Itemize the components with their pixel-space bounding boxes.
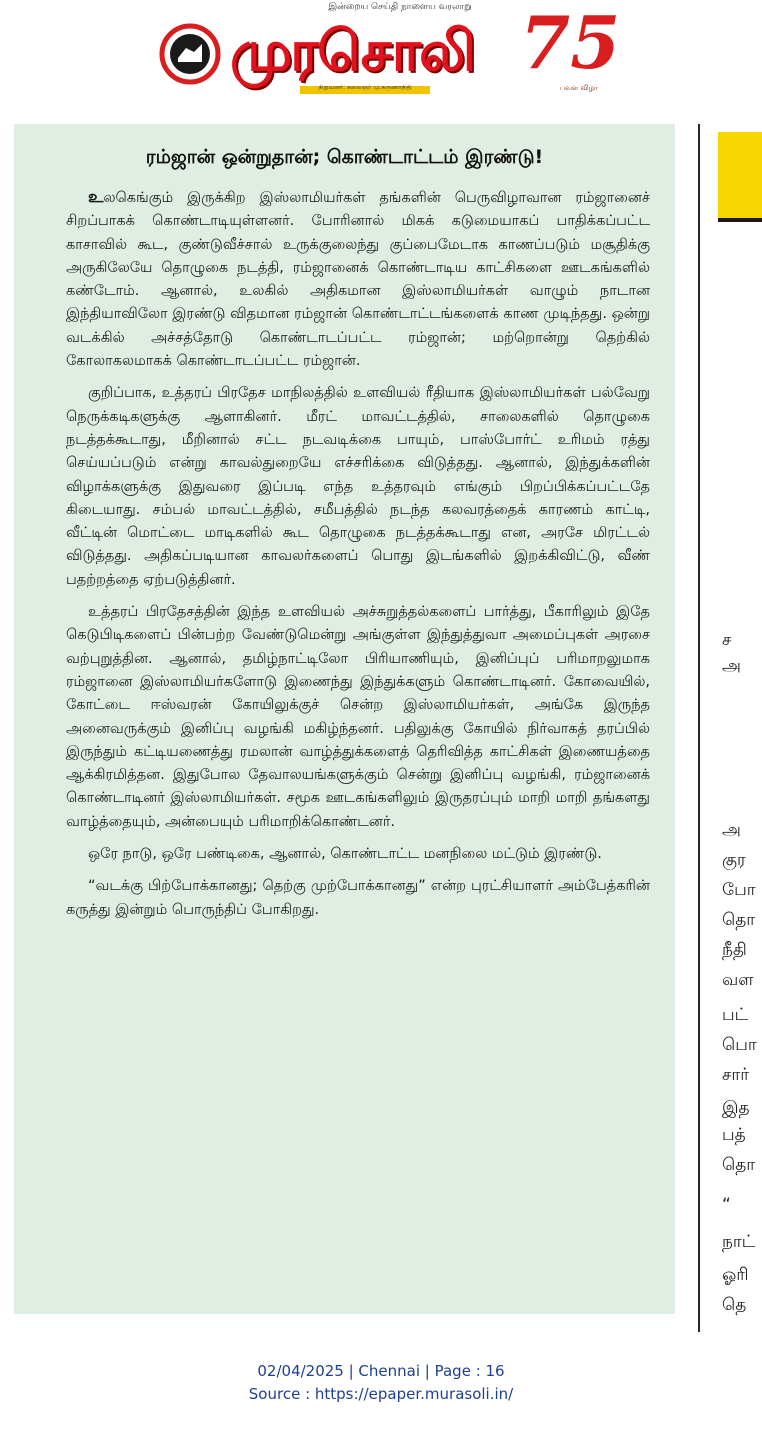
side-fragment: தொ xyxy=(722,1155,756,1175)
masthead-tagline: இன்றைய செய்தி நாளைய வரலாறு xyxy=(328,2,472,12)
article-body xyxy=(66,186,650,931)
side-fragment: போ xyxy=(722,880,756,900)
article-paragraph: “வடக்கு பிற்போக்கானது; தெற்கு முற்போக்கானது” என்ற புரட்சியாளர் அம்பேத்கரின் கருத்து இன்றும் பொருந்திப் போகிறது. xyxy=(66,878,650,918)
side-fragment: தொ xyxy=(722,910,756,930)
article-paragraph: ஒரே நாடு, ஒரே பண்டிகை, ஆனால், கொண்டாட்ட மனநிலை மட்டும் இரண்டு. xyxy=(88,846,602,863)
side-fragment: அ xyxy=(722,820,741,840)
side-fragment: பட் xyxy=(722,1005,749,1025)
side-fragment: ஓரி xyxy=(722,1265,749,1285)
article-paragraph: உத்தரப் பிரதேசத்தின் இந்த உளவியல் அச்சுறுத்தல்களைப் பார்த்து, பீகாரிலும் இதே கெடுபிடிகளைப் பின்பற்ற வேண்டுமென்று அங்குள்ள இந்துத்துவா அமைப்புகள் அரசை வற்புறுத்தின. ஆனால், தமிழ்நாட்டிலோ பிரியாணியும், இனிப்புப் பரிமாறலுமாக ரம்ஜானை இஸ்லாமியர்களோடு இணைந்து இந்துக்களும் கொண்டாடினர். கோவையில், கோட்டை ஈஸ்வரன் கோயிலுக்குச் சென்ற இஸ்லாமியர்கள், அங்கே இருந்த அனைவருக்கும் இனிப்பு வழங்கி மகிழ்ந்தனர். பதிலுக்கு கோயில் நிர்வாகத் தரப்பில் இருந்தும் கட்டியணைத்து ரமலான் வாழ்த்துக்களைத் தெரிவித்த காட்சிகள் இணையத்தை ஆக்கிரமித்தன. இதுபோல தேவாலயங்களுக்கும் சென்று இனிப்பு வழங்கி, ரம்ஜானைக் கொண்டாடினர் இஸ்லாமியர்கள். சமூக ஊடகங்களிலும் இருதரப்பும் மாறி மாறி தங்களது வாழ்த்தையும், அன்பையும் பரிமாறிக்கொண்டனர். xyxy=(66,604,650,830)
editorial-article xyxy=(14,124,675,1314)
column-divider xyxy=(698,124,700,1332)
edition-info: 02/04/2025 | Chennai | Page : 16 xyxy=(257,1362,505,1380)
side-fragment: குர xyxy=(722,850,746,870)
article-paragraph xyxy=(66,186,650,373)
masthead-founder: நிறுவனர்: கலைஞர் மு.கருணாநிதி xyxy=(318,84,412,91)
side-fragment: தெ xyxy=(722,1295,747,1315)
side-fragment: சார் xyxy=(722,1065,750,1085)
party-emblem-icon xyxy=(158,22,222,86)
side-fragment: ச xyxy=(722,630,732,650)
side-fragment: இத xyxy=(722,1098,750,1118)
side-fragment: பத் xyxy=(722,1125,746,1145)
anniversary-label: பவள விழா xyxy=(560,84,598,92)
side-fragment: பொ xyxy=(722,1035,757,1055)
article-headline: ரம்ஜான் ஒன்றுதான்; கொண்டாட்டம் இரண்டு! xyxy=(145,146,544,168)
side-fragment: அ xyxy=(722,656,741,676)
source-link[interactable]: Source : https://epaper.murasoli.in/ xyxy=(248,1385,514,1403)
article-paragraph: குறிப்பாக, உத்தரப் பிரதேச மாநிலத்தில் உளவியல் ரீதியாக இஸ்லாமியர்கள் பல்வேறு நெருக்கடிகளுக்கு ஆளாகினர். மீரட் மாவட்டத்தில், சாலைகளில் தொழுகை நடத்தக்கூடாது, மீறினால் சட்ட நடவடிக்கை பாயும், பாஸ்போர்ட் உரிமம் ரத்து செய்யப்படும் என்று காவல்துறையே எச்சரிக்கை விடுத்தது. ஆனால், இந்துக்களின் விழாக்களுக்கு இதுவரை இப்படி எந்த உத்தரவும் எங்கும் பிறப்பிக்கப்பட்டதே கிடையாது. சம்பல் மாவட்டத்தில், சமீபத்தில் நடந்த கலவரத்தைக் காரணம் காட்டி, வீட்டின் மொட்டை மாடிகளில் கூட தொழுகை நடத்தக்கூடாது என, அரசே மிரட்டல் விடுத்தது. அதிகப்படியான காவலர்களைப் பொது இடங்களில் இறக்கிவிட்டு, வீண் பதற்றத்தை ஏற்படுத்தினர். xyxy=(66,385,650,588)
anniversary-number: 75 xyxy=(520,0,621,85)
dropcap: உ xyxy=(88,187,104,207)
side-fragment: வள xyxy=(722,970,754,990)
side-fragment: “ xyxy=(722,1195,731,1215)
side-fragment: நாட் xyxy=(722,1232,756,1252)
side-fragment: நீதி xyxy=(722,940,747,960)
side-article-banner xyxy=(718,132,762,222)
masthead-title: முரசொலி xyxy=(230,19,474,84)
paragraph-text: லகெங்கும் இருக்கிற இஸ்லாமியர்கள் தங்களின் பெருவிழாவான ரம்ஜானைச் சிறப்பாகக் கொண்டாடியுள்ளனர். போரினால் மிகக் கடுமையாகப் பாதிக்கப்பட்ட காசாவில் கூட, குண்டுவீச்சால் உருக்குலைந்து குப்பைமேடாக காணப்படும் மசூதிக்கு அருகிலேயே தொழுகை நடத்தி, ரம்ஜானைக் கொண்டாடிய காட்சிகளை ஊடகங்களில் கண்டோம். ஆனால், உலகில் அதிகமான இஸ்லாமியர்கள் வாழும் நாடான இந்தியாவிலோ இரண்டு விதமான ரம்ஜான் கொண்டாட்டங்களைக் காண முடிந்தது. ஒன்று வடக்கில் அச்சத்தோடு கொண்டாடப்பட்ட ரம்ஜான்; மற்றொன்று தெற்கில் கோலாகலமாகக் கொண்டாடப்பட்ட ரம்ஜான். xyxy=(66,190,650,370)
page-footer xyxy=(0,1360,762,1406)
masthead xyxy=(150,0,621,108)
